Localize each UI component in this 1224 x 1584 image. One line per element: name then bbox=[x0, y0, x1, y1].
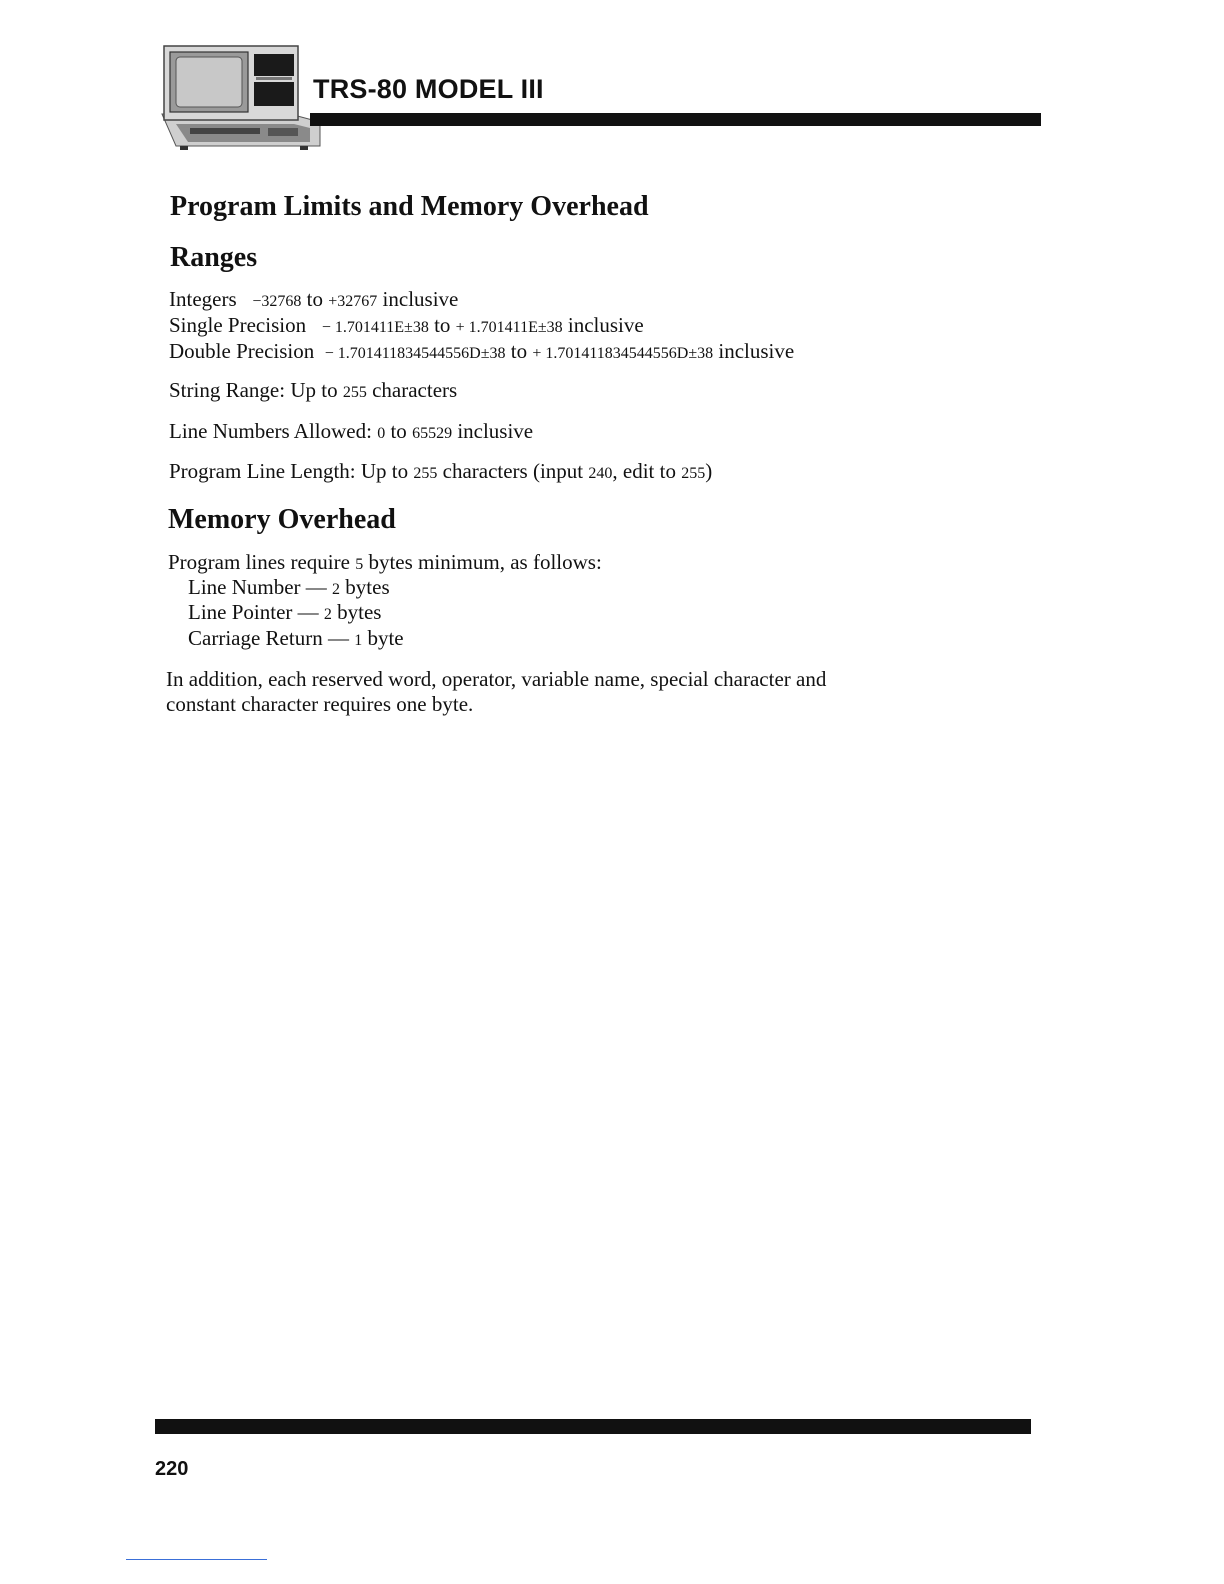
single-precision-from: − 1.701411E±38 bbox=[321, 319, 429, 336]
memory-intro-post: bytes minimum, as follows: bbox=[368, 550, 602, 574]
inclusive-word: inclusive bbox=[567, 313, 644, 337]
double-precision-to: + 1.701411834544556D±38 bbox=[532, 345, 714, 362]
item-label: Carriage Return — bbox=[188, 626, 349, 650]
list-item bbox=[188, 626, 404, 651]
string-range-value: 255 bbox=[342, 384, 367, 401]
integers-label: Integers bbox=[169, 287, 237, 311]
list-item bbox=[188, 600, 381, 625]
line-length-mid: characters (input bbox=[442, 459, 584, 483]
integers-from: −32768 bbox=[252, 293, 302, 310]
item-num: 2 bbox=[323, 606, 332, 623]
double-precision-label: Double Precision bbox=[169, 339, 315, 363]
item-unit: bytes bbox=[337, 600, 382, 624]
single-precision-range bbox=[169, 313, 644, 338]
addition-paragraph-line-1: In addition, each reserved word, operator, variable name, special character and bbox=[166, 667, 827, 691]
footer-rule bbox=[155, 1419, 1031, 1434]
string-range-suffix: characters bbox=[372, 378, 458, 402]
to-word: to bbox=[434, 313, 451, 337]
line-length-close: ) bbox=[705, 459, 713, 483]
line-length-edit-label: , edit to bbox=[612, 459, 676, 483]
integers-range bbox=[169, 287, 458, 312]
item-unit: bytes bbox=[345, 575, 390, 599]
page-number: 220 bbox=[155, 1458, 189, 1480]
line-numbers-allowed bbox=[169, 419, 533, 444]
double-precision-from: − 1.701411834544556D±38 bbox=[324, 345, 506, 362]
list-item bbox=[188, 575, 390, 600]
memory-intro-num: 5 bbox=[355, 556, 364, 573]
double-precision-range bbox=[169, 339, 794, 364]
line-numbers-label: Line Numbers Allowed: bbox=[169, 419, 372, 443]
item-unit: byte bbox=[367, 626, 404, 650]
to-word: to bbox=[510, 339, 528, 363]
string-range-label: String Range: Up to bbox=[169, 378, 338, 402]
line-length-label: Program Line Length: Up to bbox=[169, 459, 409, 483]
header-rule bbox=[310, 113, 1041, 126]
computer-icon bbox=[160, 42, 324, 154]
single-precision-label: Single Precision bbox=[169, 313, 307, 337]
ranges-heading: Ranges bbox=[170, 242, 258, 273]
to-word: to bbox=[306, 287, 324, 311]
to-word: to bbox=[390, 419, 407, 443]
inclusive-word: inclusive bbox=[382, 287, 459, 311]
bottom-link-underline bbox=[126, 1559, 267, 1560]
line-length-edit: 255 bbox=[681, 465, 706, 482]
line-length-value: 255 bbox=[413, 465, 438, 482]
memory-overhead-heading: Memory Overhead bbox=[168, 504, 396, 535]
item-num: 2 bbox=[332, 581, 341, 598]
memory-intro bbox=[168, 550, 602, 575]
addition-paragraph-line-2: constant character requires one byte. bbox=[166, 692, 474, 716]
item-label: Line Pointer — bbox=[188, 600, 319, 624]
string-range bbox=[169, 378, 457, 403]
header-title: TRS-80 MODEL III bbox=[313, 74, 544, 104]
program-line-length bbox=[169, 459, 712, 484]
inclusive-word: inclusive bbox=[718, 339, 795, 363]
item-num: 1 bbox=[354, 632, 363, 649]
line-numbers-from: 0 bbox=[377, 425, 386, 442]
line-length-input: 240 bbox=[588, 465, 613, 482]
item-label: Line Number — bbox=[188, 575, 327, 599]
single-precision-to: + 1.701411E±38 bbox=[455, 319, 563, 336]
memory-intro-pre: Program lines require bbox=[168, 550, 350, 574]
page-title: Program Limits and Memory Overhead bbox=[170, 191, 649, 222]
inclusive-word: inclusive bbox=[457, 419, 534, 443]
integers-to: +32767 bbox=[328, 293, 378, 310]
line-numbers-to: 65529 bbox=[412, 425, 453, 442]
